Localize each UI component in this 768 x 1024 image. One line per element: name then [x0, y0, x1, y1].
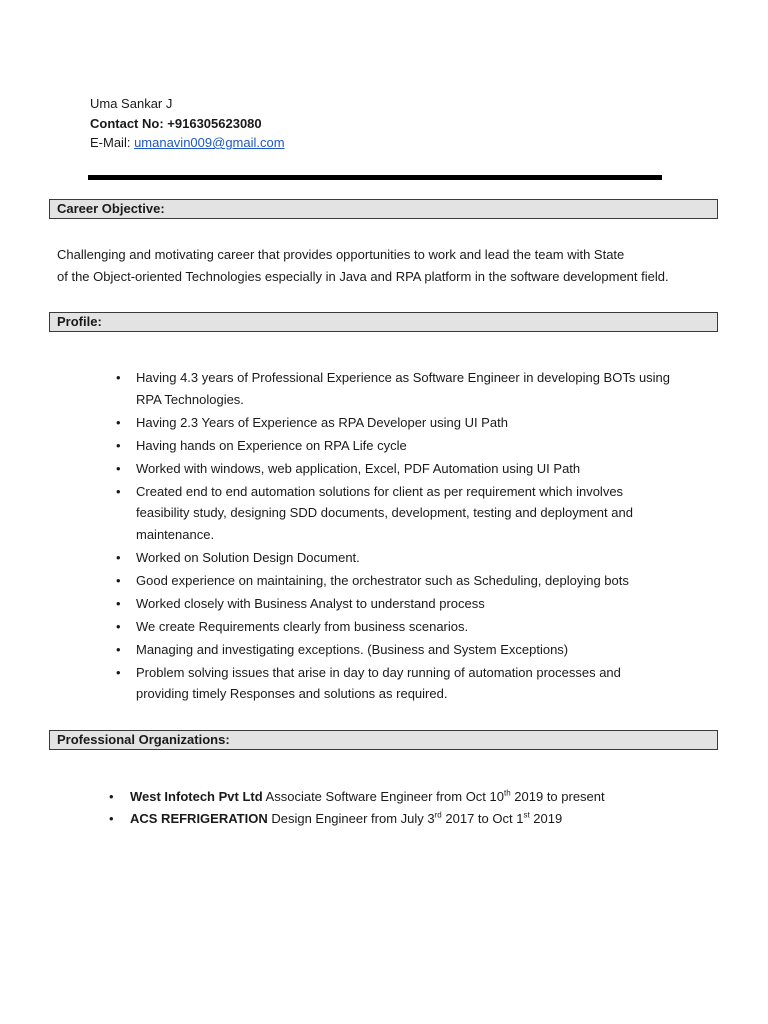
profile-list [116, 367, 676, 706]
section-professional-organizations: Professional Organizations: [49, 730, 718, 750]
candidate-name: Uma Sankar J [90, 96, 173, 111]
org-role-text: Design Engineer from July 3 [267, 811, 435, 826]
email-row [90, 133, 285, 153]
email-label: E-Mail: [90, 135, 135, 150]
org-role-text: Associate Software Engineer from Oct 10 [262, 789, 504, 804]
list-item: • We create Requirements clearly from business scenarios. [116, 616, 676, 638]
org-date-text: 2019 to present [510, 789, 605, 804]
objective-line: of the Object-oriented Technologies especially in Java and RPA platform in the software development field. [57, 268, 669, 284]
company-name: West Infotech Pvt Ltd [130, 789, 263, 804]
list-item [109, 808, 709, 830]
section-career-objective: Career Objective: [49, 199, 718, 219]
list-item: • Having 4.3 years of Professional Experience as Software Engineer in developing BOTs using RPA Technologies. [116, 367, 676, 410]
list-item: • Created end to end automation solutions for client as per requirement which involves feasibility study, designing SDD documents, development, testing and deployment and maintenance. [116, 481, 676, 546]
date-suffix: rd [434, 810, 442, 820]
contact-value: +916305623080 [167, 115, 262, 131]
organizations-list [109, 786, 709, 830]
list-item: • Good experience on maintaining, the orchestrator such as Scheduling, deploying bots [116, 570, 676, 592]
list-item: • Having hands on Experience on RPA Life cycle [116, 435, 676, 457]
objective-line: Challenging and motivating career that provides opportunities to work and lead the team with State [57, 247, 625, 262]
email-link[interactable]: umanavin009@gmail.com [134, 135, 285, 150]
date-suffix: th [504, 788, 511, 798]
header-divider [88, 175, 662, 180]
contact-label: Contact No: [90, 115, 168, 131]
list-item: • Worked closely with Business Analyst to understand process [116, 593, 676, 615]
list-item [109, 786, 709, 808]
list-item: • Managing and investigating exceptions. (Business and System Exceptions) [116, 639, 676, 661]
org-date-text: 2017 to Oct 1 [441, 811, 524, 826]
resume-header [90, 94, 285, 153]
list-item: • Problem solving issues that arise in day to day running of automation processes and providing timely Responses and solutions as required. [116, 662, 676, 705]
org-date-text: 2019 [529, 811, 563, 826]
section-profile: Profile: [49, 312, 718, 332]
list-item: • Having 2.3 Years of Experience as RPA Developer using UI Path [116, 412, 676, 434]
list-item: • Worked on Solution Design Document. [116, 547, 676, 569]
date-suffix: st [523, 810, 530, 820]
contact-number [90, 114, 285, 134]
objective-text [57, 244, 737, 287]
list-item: • Worked with windows, web application, Excel, PDF Automation using UI Path [116, 458, 676, 480]
company-name: ACS REFRIGERATION [130, 811, 268, 826]
